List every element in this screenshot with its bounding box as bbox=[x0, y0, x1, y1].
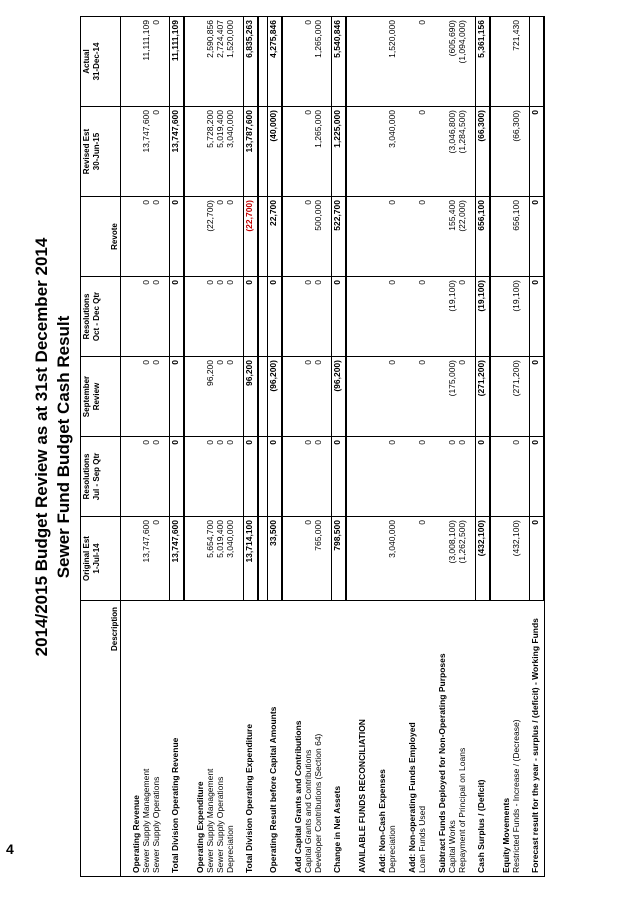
cell-value: 0 bbox=[457, 437, 467, 517]
section-heading bbox=[129, 17, 141, 877]
cell-value: 721,430 bbox=[511, 17, 521, 107]
cell-value: 765,000 bbox=[313, 517, 323, 601]
col-original-est: Original Est 1-Jul-14 bbox=[81, 517, 121, 601]
cell-value: 0 bbox=[225, 357, 235, 437]
cell-value: 0 bbox=[215, 357, 225, 437]
row-label: Developer Contributions (Section 64) bbox=[313, 733, 323, 873]
row-label: Sewer Supply Management bbox=[205, 768, 215, 873]
col-description: Description bbox=[110, 607, 119, 652]
section-title: Add: Non-operating Funds Employed bbox=[407, 722, 417, 873]
cell-value: 0 bbox=[303, 437, 313, 517]
cell-value: (40,000) bbox=[268, 107, 283, 197]
cell-value: 3,040,000 bbox=[225, 107, 235, 197]
cell-value: 0 bbox=[170, 437, 185, 517]
cell-value: 0 bbox=[313, 437, 323, 517]
cell-value: 0 bbox=[417, 197, 427, 277]
cell-value: 0 bbox=[268, 277, 283, 357]
section-heading bbox=[193, 17, 205, 877]
cell-value: 1,520,000 bbox=[387, 17, 397, 107]
cell-value: (271,200) bbox=[511, 357, 521, 437]
cell-value: 0 bbox=[151, 357, 161, 437]
table-row bbox=[457, 17, 467, 877]
cell-value: 0 bbox=[417, 357, 427, 437]
total-row bbox=[476, 17, 491, 877]
cell-value: 0 bbox=[387, 197, 397, 277]
cell-value: 0 bbox=[417, 437, 427, 517]
cell-value: 0 bbox=[303, 357, 313, 437]
row-label: Sewer Supply Operations bbox=[151, 776, 161, 873]
cell-value: 0 bbox=[511, 437, 521, 517]
cell-value: 0 bbox=[303, 197, 313, 277]
table-row bbox=[141, 17, 151, 877]
cell-value: 0 bbox=[457, 277, 467, 357]
row-label: Capital Grants and Contributions bbox=[303, 749, 313, 873]
cell-value: 0 bbox=[387, 357, 397, 437]
total-row bbox=[268, 17, 283, 877]
cell-value: 3,040,000 bbox=[387, 517, 397, 601]
cell-value: 0 bbox=[530, 197, 545, 277]
cell-value: (19,100) bbox=[476, 277, 491, 357]
cell-value: 0 bbox=[447, 437, 457, 517]
cell-value: 11,111,109 bbox=[141, 17, 151, 107]
cell-value: 656,100 bbox=[511, 197, 521, 277]
total-row bbox=[530, 17, 545, 877]
cell-value: (22,700) bbox=[244, 197, 259, 277]
cell-value: 0 bbox=[205, 437, 215, 517]
cell-value: 13,747,600 bbox=[141, 107, 151, 197]
cell-value: 0 bbox=[170, 357, 185, 437]
section-title: Operating Revenue bbox=[131, 795, 141, 873]
section-title: Add Capital Grants and Contributions bbox=[293, 720, 303, 873]
cell-value: (22,700) bbox=[205, 197, 215, 277]
cell-value: 500,000 bbox=[313, 197, 323, 277]
cell-value: 1,265,000 bbox=[313, 107, 323, 197]
cell-value: (96,200) bbox=[332, 357, 347, 437]
cell-value: 0 bbox=[225, 197, 235, 277]
cell-value: (19,100) bbox=[447, 277, 457, 357]
cell-value: 522,700 bbox=[332, 197, 347, 277]
section-title: Add: Non-Cash Expenses bbox=[377, 769, 387, 873]
row-label: Depreciation bbox=[387, 825, 397, 873]
cell-value: 0 bbox=[387, 277, 397, 357]
cell-value: 0 bbox=[530, 517, 545, 601]
cell-value: 0 bbox=[151, 17, 161, 107]
section-heading bbox=[499, 17, 511, 877]
cell-value: (19,100) bbox=[511, 277, 521, 357]
cell-value: (66,300) bbox=[476, 107, 491, 197]
cell-value: 0 bbox=[215, 437, 225, 517]
section-title: Operating Expenditure bbox=[195, 781, 205, 873]
cell-value: 0 bbox=[387, 437, 397, 517]
table-row bbox=[205, 17, 215, 877]
cell-value: 0 bbox=[476, 437, 491, 517]
col-actual: Actual 31-Dec-14 bbox=[81, 17, 121, 107]
cell-value: (3,046,800) bbox=[447, 107, 457, 197]
cell-value: 0 bbox=[215, 197, 225, 277]
cell-value: (271,200) bbox=[476, 357, 491, 437]
table-row bbox=[151, 17, 161, 877]
page-number: 4 bbox=[6, 841, 14, 857]
rotated-report bbox=[32, 17, 612, 877]
row-label: Cash Surplus / (Deficit) bbox=[475, 779, 486, 873]
table-row bbox=[417, 17, 427, 877]
row-label: Total Division Operating Expenditure bbox=[243, 723, 254, 873]
cell-value: 11,111,109 bbox=[170, 17, 185, 107]
table-row bbox=[511, 17, 521, 877]
cell-value: 0 bbox=[151, 277, 161, 357]
col-res-oct-dec: Resolutions Oct - Dec Qtr bbox=[81, 277, 121, 357]
cell-value: 6,835,263 bbox=[244, 17, 259, 107]
cell-value: 798,500 bbox=[332, 517, 347, 601]
cell-value: (175,000) bbox=[447, 357, 457, 437]
cell-value: 0 bbox=[332, 277, 347, 357]
cell-value: 0 bbox=[244, 437, 259, 517]
row-label: Repayment of Principal on Loans bbox=[457, 747, 467, 873]
row-label: Loan Funds Used bbox=[417, 805, 427, 873]
row-label: Sewer Supply Management bbox=[141, 768, 151, 873]
table-body bbox=[121, 17, 545, 877]
cell-value: 0 bbox=[215, 277, 225, 357]
cell-value: 96,200 bbox=[244, 357, 259, 437]
cell-value: 0 bbox=[151, 517, 161, 601]
cell-value: 5,540,846 bbox=[332, 17, 347, 107]
col-revote: Revote bbox=[81, 197, 121, 277]
cell-value: 0 bbox=[151, 437, 161, 517]
cell-value: 0 bbox=[205, 277, 215, 357]
cell-value: 0 bbox=[151, 107, 161, 197]
cell-value: 0 bbox=[303, 107, 313, 197]
cell-value: 1,265,000 bbox=[313, 17, 323, 107]
cell-value: (22,000) bbox=[457, 197, 467, 277]
cell-value: 13,747,600 bbox=[141, 517, 151, 601]
cell-value: 13,714,100 bbox=[244, 517, 259, 601]
cell-value: 22,700 bbox=[268, 197, 283, 277]
cell-value: 0 bbox=[417, 277, 427, 357]
cell-value: 3,040,000 bbox=[387, 107, 397, 197]
row-label: Depreciation bbox=[225, 825, 235, 873]
cell-value: 0 bbox=[313, 277, 323, 357]
table-row bbox=[387, 17, 397, 877]
total-row bbox=[170, 17, 185, 877]
cell-value: (605,690) bbox=[447, 17, 457, 107]
cell-value: 0 bbox=[457, 357, 467, 437]
cell-value: 0 bbox=[225, 277, 235, 357]
budget-table bbox=[80, 16, 545, 877]
cell-value: 13,747,600 bbox=[170, 107, 185, 197]
cell-value: 0 bbox=[303, 517, 313, 601]
cell-value: 5,019,400 bbox=[215, 517, 225, 601]
cell-value: 0 bbox=[170, 277, 185, 357]
cell-value bbox=[530, 17, 545, 107]
cell-value: (1,284,500) bbox=[457, 107, 467, 197]
cell-value: 0 bbox=[530, 277, 545, 357]
section-heading bbox=[291, 17, 303, 877]
report-subtitle: Sewer Fund Budget Cash Result bbox=[54, 315, 73, 579]
row-label: Sewer Supply Operations bbox=[215, 776, 225, 873]
cell-value: 0 bbox=[332, 437, 347, 517]
section-heading bbox=[405, 17, 417, 877]
col-revised-est: Revised Est 30-Jun-15 bbox=[81, 107, 121, 197]
table-row bbox=[447, 17, 457, 877]
cell-value: (66,300) bbox=[511, 107, 521, 197]
report-title: 2014/2015 Budget Review as at 31st December 2014 bbox=[32, 237, 51, 657]
total-row bbox=[244, 17, 259, 877]
table-row bbox=[225, 17, 235, 877]
cell-value: 1,225,000 bbox=[332, 107, 347, 197]
row-label: Forecast result for the year - surplus / (deficit) - Working Funds bbox=[529, 618, 540, 873]
cell-value: (1,262,500) bbox=[457, 517, 467, 601]
cell-value: 0 bbox=[268, 437, 283, 517]
cell-value: 1,520,000 bbox=[225, 17, 235, 107]
cell-value: 0 bbox=[141, 277, 151, 357]
cell-value: (96,200) bbox=[268, 357, 283, 437]
cell-value: 5,728,200 bbox=[205, 107, 215, 197]
cell-value: 0 bbox=[151, 197, 161, 277]
cell-value: 0 bbox=[170, 197, 185, 277]
section-heading bbox=[375, 17, 387, 877]
cell-value: 0 bbox=[303, 17, 313, 107]
cell-value: 5,019,400 bbox=[215, 107, 225, 197]
cell-value: 0 bbox=[313, 357, 323, 437]
cell-value: (1,094,000) bbox=[457, 17, 467, 107]
section-title: Subtract Funds Deployed for Non-Operating Purposes bbox=[437, 653, 447, 873]
cell-value: 0 bbox=[417, 517, 427, 601]
col-september-review: September Review bbox=[81, 357, 121, 437]
table-row bbox=[303, 17, 313, 877]
cell-value: 155,400 bbox=[447, 197, 457, 277]
cell-value: 0 bbox=[530, 107, 545, 197]
cell-value: 4,275,846 bbox=[268, 17, 283, 107]
cell-value: 2,724,407 bbox=[215, 17, 225, 107]
cell-value: 0 bbox=[244, 277, 259, 357]
cell-value: 0 bbox=[417, 107, 427, 197]
cell-value: 5,654,700 bbox=[205, 517, 215, 601]
cell-value: 0 bbox=[141, 357, 151, 437]
cell-value: 2,590,856 bbox=[205, 17, 215, 107]
table-row bbox=[313, 17, 323, 877]
cell-value: 0 bbox=[530, 437, 545, 517]
section-heading bbox=[355, 17, 367, 877]
cell-value: 0 bbox=[303, 277, 313, 357]
cell-value: 656,100 bbox=[476, 197, 491, 277]
cell-value: 5,361,156 bbox=[476, 17, 491, 107]
cell-value: 13,787,600 bbox=[244, 107, 259, 197]
row-label: Restricted Funds - Increase / (Decrease) bbox=[511, 719, 521, 873]
row-label: Change in Net Assets bbox=[331, 785, 342, 873]
section-title: AVAILABLE FUNDS RECONCILIATION bbox=[357, 719, 367, 873]
cell-value: 0 bbox=[417, 17, 427, 107]
total-row bbox=[332, 17, 347, 877]
cell-value: 0 bbox=[141, 197, 151, 277]
row-label: Operating Result before Capital Amounts bbox=[267, 706, 278, 873]
row-label: Total Division Operating Revenue bbox=[169, 737, 180, 873]
section-title: Equity Movements bbox=[501, 797, 511, 873]
row-label: Capital Works bbox=[447, 820, 457, 873]
col-res-jul-sep: Resolutions Jul - Sep Qtr bbox=[81, 437, 121, 517]
cell-value: 13,747,600 bbox=[170, 517, 185, 601]
cell-value: (3,008,100) bbox=[447, 517, 457, 601]
cell-value: (432,100) bbox=[476, 517, 491, 601]
cell-value: 0 bbox=[141, 437, 151, 517]
cell-value: 33,500 bbox=[268, 517, 283, 601]
cell-value: 96,200 bbox=[205, 357, 215, 437]
section-heading bbox=[435, 17, 447, 877]
cell-value: 3,040,000 bbox=[225, 517, 235, 601]
table-row bbox=[215, 17, 225, 877]
cell-value: 0 bbox=[225, 437, 235, 517]
cell-value: (432,100) bbox=[511, 517, 521, 601]
table-header bbox=[81, 17, 121, 877]
cell-value: 0 bbox=[530, 357, 545, 437]
